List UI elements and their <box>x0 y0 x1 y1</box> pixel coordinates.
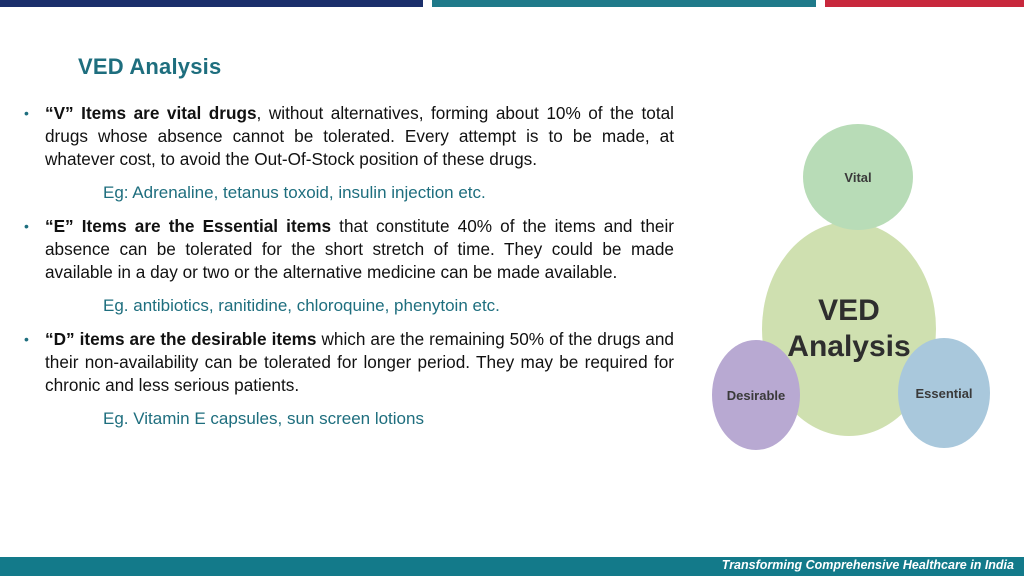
bullet-marker: • <box>24 331 29 347</box>
top-bar-red <box>825 0 1024 7</box>
bullet-heading: “D” items are the desirable items <box>45 329 317 349</box>
bullet-heading: “E” Items are the Essential items <box>45 216 332 236</box>
bullet-text <box>45 215 674 284</box>
footer-bar <box>0 557 1024 576</box>
diagram-essential-circle <box>898 338 990 448</box>
bullet-marker: • <box>24 105 29 121</box>
bullet-heading: “V” Items are vital drugs <box>45 103 257 123</box>
diagram-vital-circle <box>803 124 913 230</box>
slide-title: VED Analysis <box>78 54 222 79</box>
diagram-essential-label: Essential <box>915 385 973 401</box>
bullet-body: that constitute 40% of the items and their absence can be tolerated for the short stretch of time. They could be made available in a day or two or the alternative medicine can be made available. <box>45 216 674 282</box>
bullet-desirable <box>24 328 674 397</box>
ved-diagram <box>708 124 994 454</box>
bullet-text <box>45 328 674 397</box>
example-essential: Eg. antibiotics, ranitidine, chloroquine, phenytoin etc. <box>103 296 500 315</box>
top-bar-navy <box>0 0 423 7</box>
diagram-vital-label: Vital <box>844 169 872 185</box>
bullet-marker: • <box>24 218 29 234</box>
diagram-center-line2: Analysis <box>787 330 911 363</box>
footer-tagline: Transforming Comprehensive Healthcare in India <box>721 558 1014 572</box>
bullet-vital <box>24 102 674 171</box>
bullet-essential <box>24 215 674 284</box>
diagram-center-line1: VED <box>818 294 880 327</box>
diagram-desirable-circle <box>712 340 800 450</box>
bullet-body: , without alternatives, forming about 10% of the total drugs whose absence cannot be tolerated. Every attempt is to be made, at whatever cost, to avoid the Out-Of-Stock position of these drugs. <box>45 103 674 169</box>
bullet-body: which are the remaining 50% of the drugs and their non-availability can be tolerated for longer period. They may be required for chronic and less serious patients. <box>45 329 674 395</box>
example-vital: Eg: Adrenaline, tetanus toxoid, insulin injection etc. <box>103 183 486 202</box>
top-bar-teal <box>432 0 816 7</box>
bullet-text <box>45 102 674 171</box>
diagram-desirable-label: Desirable <box>726 387 786 403</box>
example-desirable: Eg. Vitamin E capsules, sun screen lotions <box>103 409 424 428</box>
bullet-list <box>24 102 674 441</box>
